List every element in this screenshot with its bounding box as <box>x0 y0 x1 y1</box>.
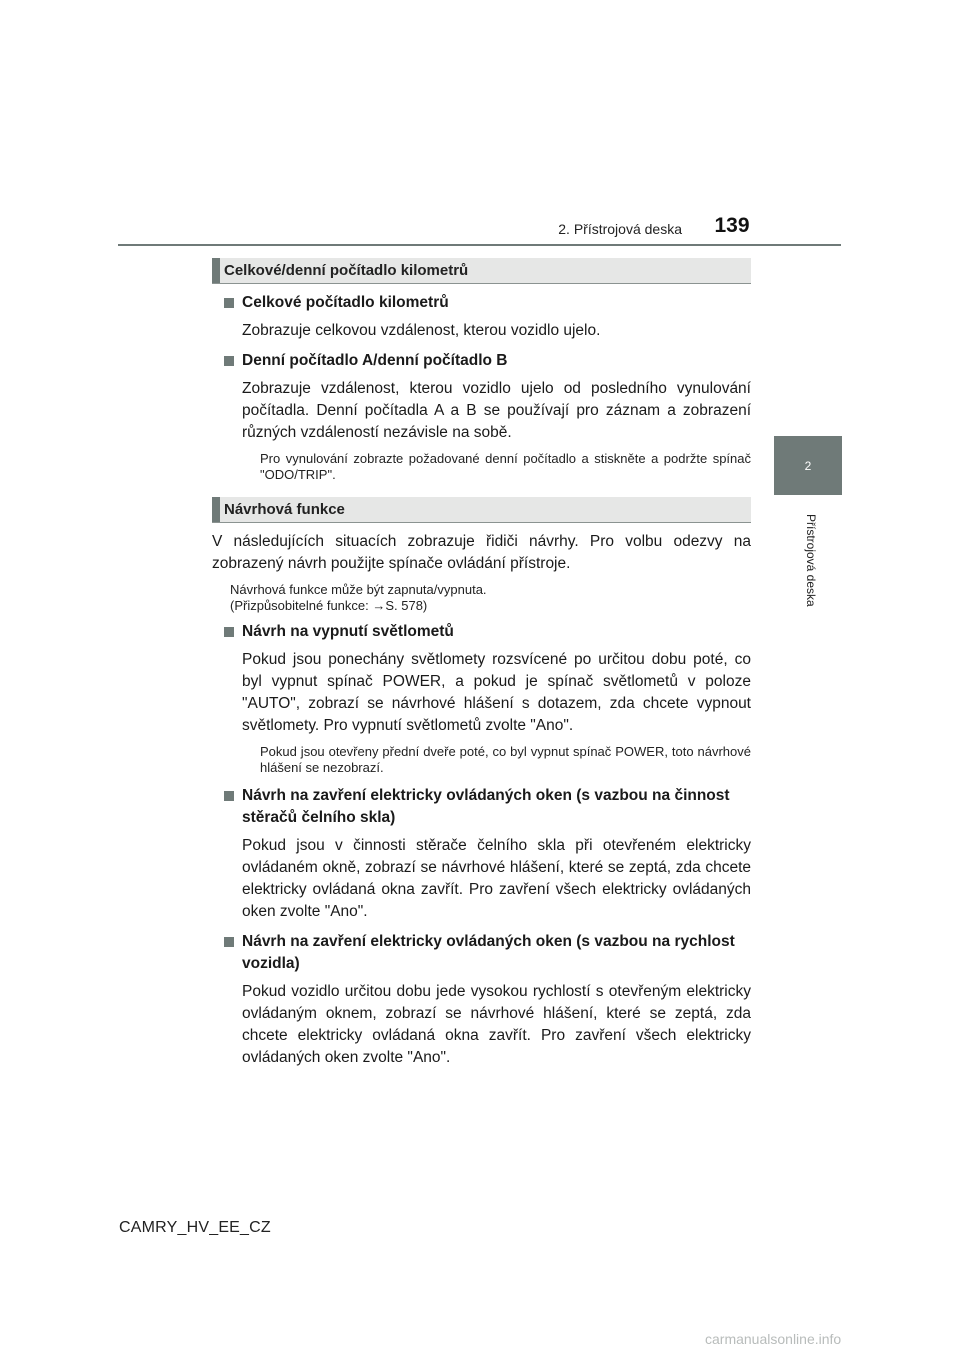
section-title: Návrhová funkce <box>224 501 345 518</box>
chapter-tab-number: 2 <box>804 458 812 473</box>
square-bullet-icon <box>224 298 234 308</box>
paragraph: Pokud vozidlo určitou dobu jede vysokou rychlostí s otevřeným elektricky ovládaným oknem, zobrazí se návrhové hlášení, které se zeptá, zda chcete elektricky ovládaná okna zavřít. Pro zavření všech elektricky ovládaných oken zvolte "Ano". <box>242 983 751 1066</box>
chapter-tab <box>774 436 842 495</box>
note-line: Návrhová funkce může být zapnuta/vypnuta. <box>230 582 487 597</box>
section-heading-suggestion <box>212 497 751 523</box>
chapter-tab-label: Přístrojová deska <box>804 513 818 607</box>
document-code: CAMRY_HV_EE_CZ <box>119 1219 271 1236</box>
header-divider <box>118 244 841 246</box>
square-bullet-icon <box>224 937 234 947</box>
subheading-headlight-suggestion: Návrh na vypnutí světlometů <box>224 621 751 643</box>
page-number: 139 <box>714 214 750 237</box>
note-line: (Přizpůsobitelné funkce: →S. 578) <box>230 598 428 613</box>
paragraph: Pokud jsou ponechány světlomety rozsvícené po určitou dobu poté, co byl vypnut spínač POWER, a pokud je spínač světlometů v poloze "AUTO", zobrazí se návrhové hlášení s dotazem, zda chcete vypnout světlomety. Pro vypnutí světlometů zvolte "Ano". <box>242 651 751 734</box>
section-title: Celkové/denní počítadlo kilometrů <box>224 262 469 279</box>
subheading-window-wiper-suggestion: Návrh na zavření elektricky ovládaných oken (s vazbou na činnost stěračů čelního skla) <box>224 785 751 829</box>
chapter-title: 2. Přístrojová deska <box>558 221 682 237</box>
paragraph: Zobrazuje vzdálenost, kterou vozidlo ujelo od posledního vynulování počítadla. Denní počítadla A a B se používají pro záznam a zobrazení různých vzdáleností nezávisle na sobě. <box>242 380 751 441</box>
subheading-trip-meter: Denní počítadlo A/denní počítadlo B <box>224 350 751 372</box>
page-content <box>212 258 751 1069</box>
square-bullet-icon <box>224 791 234 801</box>
paragraph: V následujících situacích zobrazuje řidiči návrhy. Pro volbu odezvy na zobrazený návrh použijte spínače ovládání přístroje. <box>212 533 751 572</box>
paragraph: Zobrazuje celkovou vzdálenost, kterou vozidlo ujelo. <box>242 322 601 339</box>
paragraph: Pokud jsou v činnosti stěrače čelního skla při otevřeném elektricky ovládaném okně, zobrazí se návrhové hlášení, které se zeptá, zda chcete elektricky ovládaná okna zavřít. Pro zavření všech elektricky ovládaných oken zvolte "Ano". <box>242 837 751 920</box>
subheading-total-odometer: Celkové počítadlo kilometrů <box>224 292 751 314</box>
watermark: carmanualsonline.info <box>705 1331 842 1347</box>
note: Pokud jsou otevřeny přední dveře poté, co byl vypnut spínač POWER, toto návrhové hlášení se nezobrazí. <box>260 744 751 775</box>
square-bullet-icon <box>224 627 234 637</box>
section-heading-odometer <box>212 258 751 284</box>
note: Pro vynulování zobrazte požadované denní počítadlo a stiskněte a podržte spínač "ODO/TRIP". <box>260 451 751 482</box>
subheading-window-speed-suggestion: Návrh na zavření elektricky ovládaných oken (s vazbou na rychlost vozidla) <box>224 931 751 975</box>
square-bullet-icon <box>224 356 234 366</box>
